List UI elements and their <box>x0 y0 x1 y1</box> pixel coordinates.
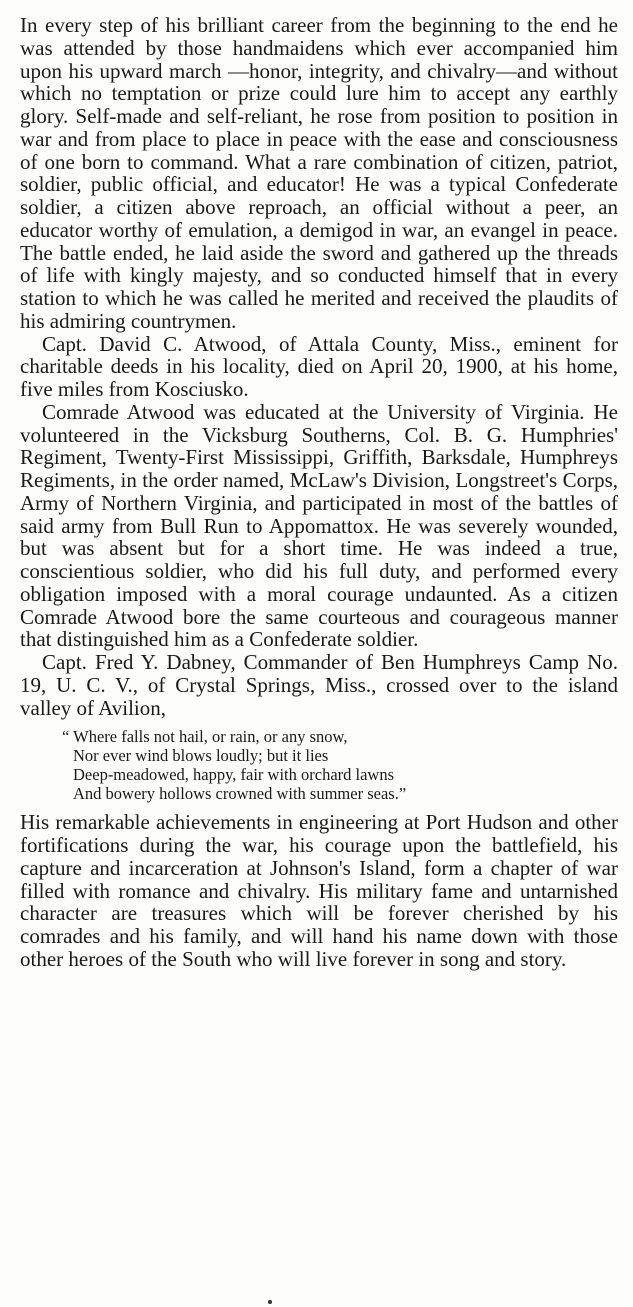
poem-line-1: “ Where falls not hail, or rain, or any snow, <box>62 727 348 747</box>
paragraph-atwood-service: Comrade Atwood was educated at the University of Virginia. He volunteered in the Vicksburg Southerns, Col. B. G. Humphries' Regiment, Twenty-First Mississippi, Griffith, Barksdale, Humphreys Regiments, in the order named, McLaw's Division, Longstreet's Corps, Army of Northern Virginia, and participated in most of the battles of said army from Bull Run to Appomattox. He was severely wounded, but was absent but for a short time. He was indeed a true, conscientious soldier, who did his full duty, and performed every obligation imposed with a moral courage undaunted. As a citizen Comrade Atwood bore the same courteous and courageous manner that distinguished him as a Confederate soldier. <box>20 399 618 652</box>
poem-line-2: Nor ever wind blows loudly; but it lies <box>73 746 329 766</box>
page-dot-mark <box>268 1300 272 1304</box>
paragraph-dabney-intro: Capt. Fred Y. Dabney, Commander of Ben Humphreys Camp No. 19, U. C. V., of Crystal Springs, Miss., crossed over to the island valley of Avilion, <box>20 650 618 720</box>
poem-line-4: And bowery hollows crowned with summer seas.” <box>73 784 407 804</box>
paragraph-dabney-achievements: His remarkable achievements in engineering at Port Hudson and other fortifications during the war, his courage upon the battlefield, his capture and incarceration at Johnson's Island, form a chapter of war filled with romance and chivalry. His military fame and untarnished character are treasures which will be forever cherished by his comrades and his family, and will hand his name down with those other heroes of the South who will live forever in song and story. <box>20 810 618 971</box>
paragraph-atwood-death: Capt. David C. Atwood, of Attala County, Miss., eminent for charitable deeds in his locality, died on April 20, 1900, at his home, five miles from Kosciusko. <box>20 331 618 401</box>
poem-line-3: Deep-meadowed, happy, fair with orchard lawns <box>73 765 395 785</box>
article-page <box>20 14 618 971</box>
paragraph-career-tribute: In every step of his brilliant career from the beginning to the end he was attended by those handmaidens which ever accompanied him upon his upward march —honor, integrity, and chivalry—and without which no temptation or prize could lure him to accept any earthly glory. Self-made and self-reliant, he rose from position to position in war and from place to place in peace with the ease and consciousness of one born to command. What a rare combination of citizen, patriot, soldier, public official, and educator! He was a typical Confederate soldier, a citizen above reproach, an official without a peer, an educator worthy of emulation, a demigod in war, an evangel in peace. The battle ended, he laid aside the sword and gathered up the threads of life with kingly majesty, and so conducted himself that in every station to which he was called he merited and received the plaudits of his admiring countrymen. <box>20 13 618 333</box>
poem-quotation <box>62 727 618 803</box>
